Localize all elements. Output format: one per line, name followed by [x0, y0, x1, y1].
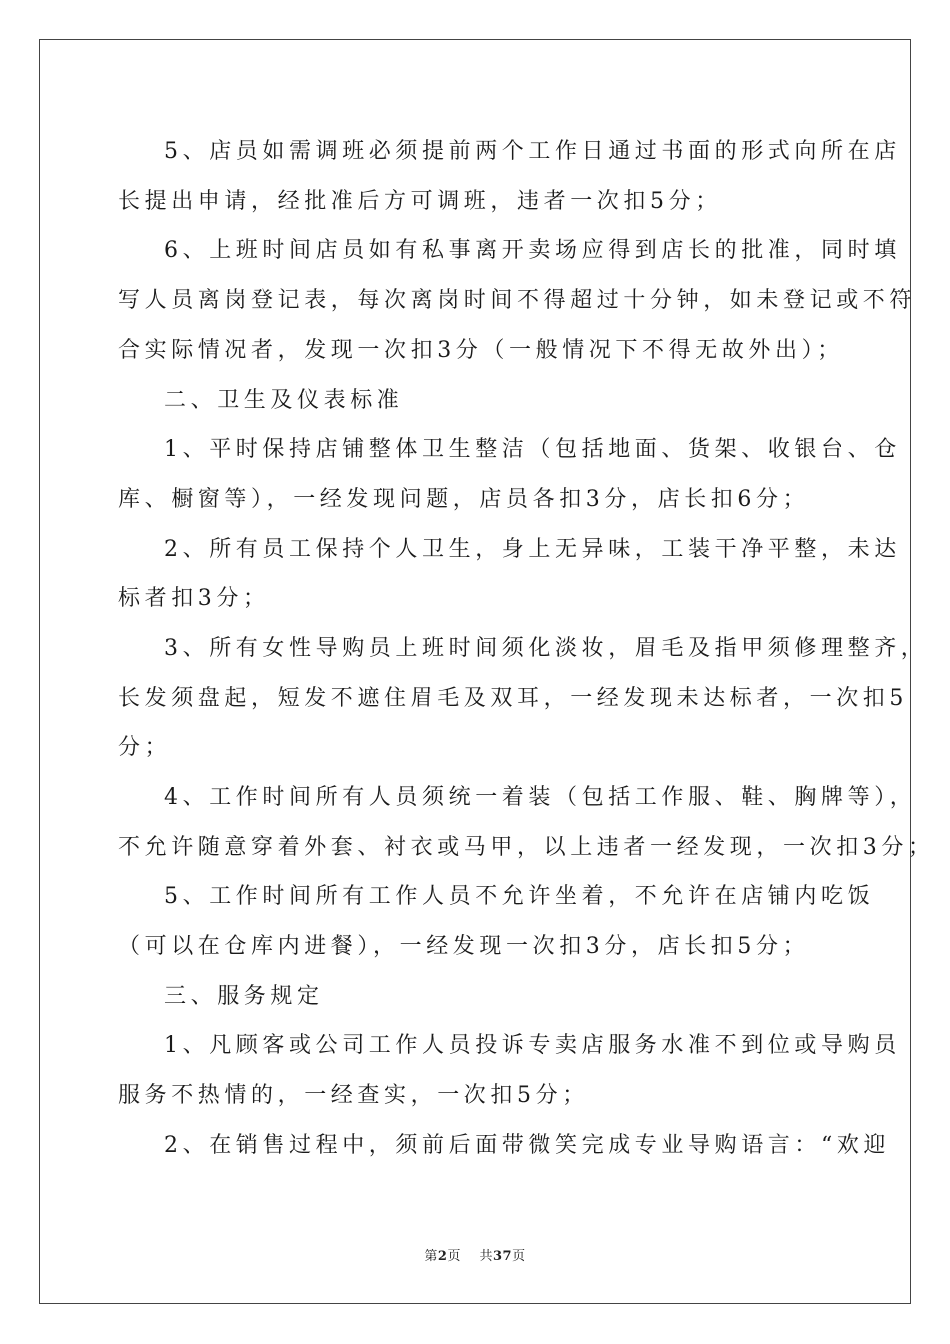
- page-border: [39, 39, 911, 1304]
- page-number: 2: [437, 1249, 448, 1264]
- paragraph-line: 长提出申请，经批准后方可调班，违者一次扣5分；: [118, 189, 722, 214]
- paragraph-line: 4、工作时间所有人员须统一着装（包括工作服、鞋、胸牌等），: [164, 785, 917, 810]
- section-heading: 二、卫生及仪表标准: [164, 388, 404, 413]
- paragraph-line: 服务不热情的，一经查实，一次扣5分；: [118, 1083, 589, 1108]
- paragraph-line: 合实际情况者，发现一次扣3分（一般情况下不得无故外出）；: [118, 338, 844, 363]
- total-prefix: 共: [479, 1249, 493, 1264]
- paragraph-line: 5、工作时间所有工作人员不允许坐着，不允许在店铺内吃饭: [164, 884, 875, 909]
- paragraph-line: 6、上班时间店员如有私事离开卖场应得到店长的批准，同时填: [164, 238, 901, 263]
- paragraph-line: 5、店员如需调班必须提前两个工作日通过书面的形式向所在店: [164, 139, 901, 164]
- paragraph-line: 3、所有女性导购员上班时间须化淡妆，眉毛及指甲须修理整齐，: [164, 636, 928, 661]
- paragraph-line: 2、所有员工保持个人卫生，身上无异味，工装干净平整，未达: [164, 537, 901, 562]
- section-heading: 三、服务规定: [164, 984, 324, 1009]
- paragraph-line: 分；: [118, 735, 172, 760]
- paragraph-line: 写人员离岗登记表，每次离岗时间不得超过十分钟，如未登记或不符: [118, 288, 917, 313]
- paragraph-line: 不允许随意穿着外套、衬衣或马甲，以上违者一经发现，一次扣3分；: [118, 835, 935, 860]
- paragraph-line: 标者扣3分；: [118, 586, 270, 611]
- page-footer: [0, 1245, 950, 1264]
- paragraph-line: 1、凡顾客或公司工作人员投诉专卖店服务水准不到位或导购员: [164, 1033, 901, 1058]
- page-label-suffix: 页: [447, 1249, 461, 1264]
- page-label-prefix: 第: [424, 1249, 438, 1264]
- total-suffix: 页: [512, 1249, 526, 1264]
- paragraph-line: 库、橱窗等），一经发现问题，店员各扣3分，店长扣6分；: [118, 487, 810, 512]
- paragraph-line: 1、平时保持店铺整体卫生整洁（包括地面、货架、收银台、仓: [164, 437, 901, 462]
- paragraph-line: （可以在仓库内进餐），一经发现一次扣3分，店长扣5分；: [118, 934, 810, 959]
- total-pages: 37: [493, 1249, 513, 1264]
- paragraph-line: 长发须盘起，短发不遮住眉毛及双耳，一经发现未达标者，一次扣5: [118, 686, 908, 711]
- paragraph-line: 2、在销售过程中，须前后面带微笑完成专业导购语言：“欢迎: [164, 1133, 891, 1158]
